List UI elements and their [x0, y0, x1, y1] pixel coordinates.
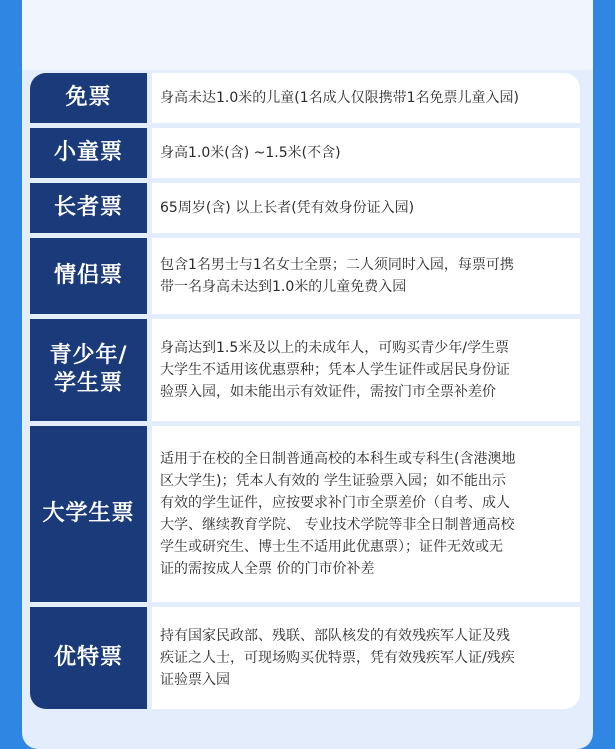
ticket-description: 持有国家民政部、残联、部队核发的有效残疾军人证及残 疾证之人士，可现场购买优特票，凭有效残疾军人证/残疾 证验票入园 [152, 607, 580, 709]
table-row [30, 238, 580, 314]
ticket-type-label: 大学生票 [30, 426, 147, 602]
ticket-type-label: 小童票 [30, 128, 147, 178]
ticket-type-label: 免票 [30, 73, 147, 123]
ticket-description: 身高未达1.0米的儿童(1名成人仅限携带1名免票儿童入园) [152, 73, 580, 123]
table-row [30, 183, 580, 233]
ticket-description: 包含1名男士与1名女士全票；二人须同时入园，每票可携 带一名身高未达到1.0米的儿童免费入园 [152, 238, 580, 314]
panel-header [22, 0, 593, 70]
ticket-type-label: 长者票 [30, 183, 147, 233]
ticket-type-label: 青少年/ 学生票 [30, 319, 147, 421]
ticket-description: 身高1.0米(含) ~1.5米(不含) [152, 128, 580, 178]
table-row [30, 128, 580, 178]
table-row [30, 319, 580, 421]
page-title [22, 38, 593, 52]
table-row [30, 73, 580, 123]
table-row [30, 426, 580, 602]
ticket-type-label: 优特票 [30, 607, 147, 709]
ticket-table [30, 73, 580, 714]
table-row [30, 607, 580, 709]
ticket-description: 适用于在校的全日制普通高校的本科生或专科生(含港澳地 区大学生)；凭本人有效的 学生证验票入园；如不能出示 有效的学生证件，应按要求补门市全票差价（自考、成人 大学、继续教育学院、 专业技术学院等非全日制普通高校 学生或研究生、博士生不适用此优惠票）；证件无效或无 证的需按成人全票 价的门市价补差 [152, 426, 580, 602]
ticket-description: 65周岁(含) 以上长者(凭有效身份证入园) [152, 183, 580, 233]
ticket-description: 身高达到1.5米及以上的未成年人，可购买青少年/学生票 大学生不适用该优惠票种；凭本人学生证件或居民身份证 验票入园，如未能出示有效证件，需按门市全票补差价 [152, 319, 580, 421]
ticket-type-label: 情侣票 [30, 238, 147, 314]
